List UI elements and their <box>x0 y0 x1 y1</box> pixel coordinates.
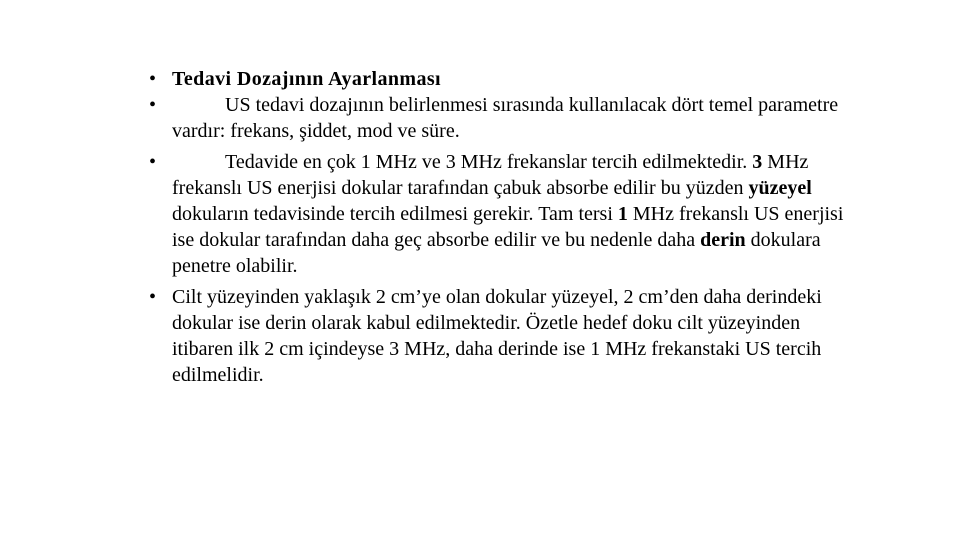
frequencies-bold-3: 3 <box>752 151 763 173</box>
bullet-item-heading <box>149 66 849 92</box>
frequencies-text-part-1: Tedavide en çok 1 MHz ve 3 MHz frekanslar tercih edilmektedir. <box>225 151 753 173</box>
frequencies-bold-surface: yüzeyel <box>748 177 812 199</box>
frequencies-text-part-4: MHz frekanslı US enerjisi ise dokular tarafından daha geç absorbe edilir ve bu nedenle daha <box>172 203 844 251</box>
bullet-item-parameters <box>149 92 849 144</box>
bullet-dot: • <box>149 286 157 308</box>
frequencies-bold-1: 1 <box>617 203 628 225</box>
frequencies-text-part-2: MHz frekanslı US enerjisi dokular tarafından çabuk absorbe edilir bu yüzden <box>172 151 809 199</box>
bullet-item-depth <box>149 284 849 388</box>
bullet-text-depth: Cilt yüzeyinden yaklaşık 2 cm’ye olan dokular yüzeyel, 2 cm’den daha derindeki dokular ise derin olarak kabul edilmektedir. Özetle hedef doku cilt yüzeyinden itibaren ilk 2 cm içindeyse 3 MHz, daha derinde ise 1 MHz frekanstaki US tercih edilmelidir. <box>172 286 822 386</box>
frequencies-text-part-3: dokuların tedavisinde tercih edilmesi gerekir. Tam tersi <box>172 203 618 225</box>
bullet-dot: • <box>149 94 157 116</box>
frequencies-text-part-5: dokulara penetre olabilir. <box>172 229 821 277</box>
bullet-dot: • <box>149 68 157 90</box>
bullet-list <box>149 66 849 393</box>
frequencies-bold-deep: derin <box>700 229 746 251</box>
bullet-dot: • <box>149 151 157 173</box>
bullet-text-parameters: US tedavi dozajının belirlenmesi sırasında kullanılacak dört temel parametre vardır: frekans, şiddet, mod ve süre. <box>172 94 839 142</box>
slide-heading: Tedavi Dozajının Ayarlanması <box>172 68 442 90</box>
bullet-item-frequencies <box>149 149 849 279</box>
